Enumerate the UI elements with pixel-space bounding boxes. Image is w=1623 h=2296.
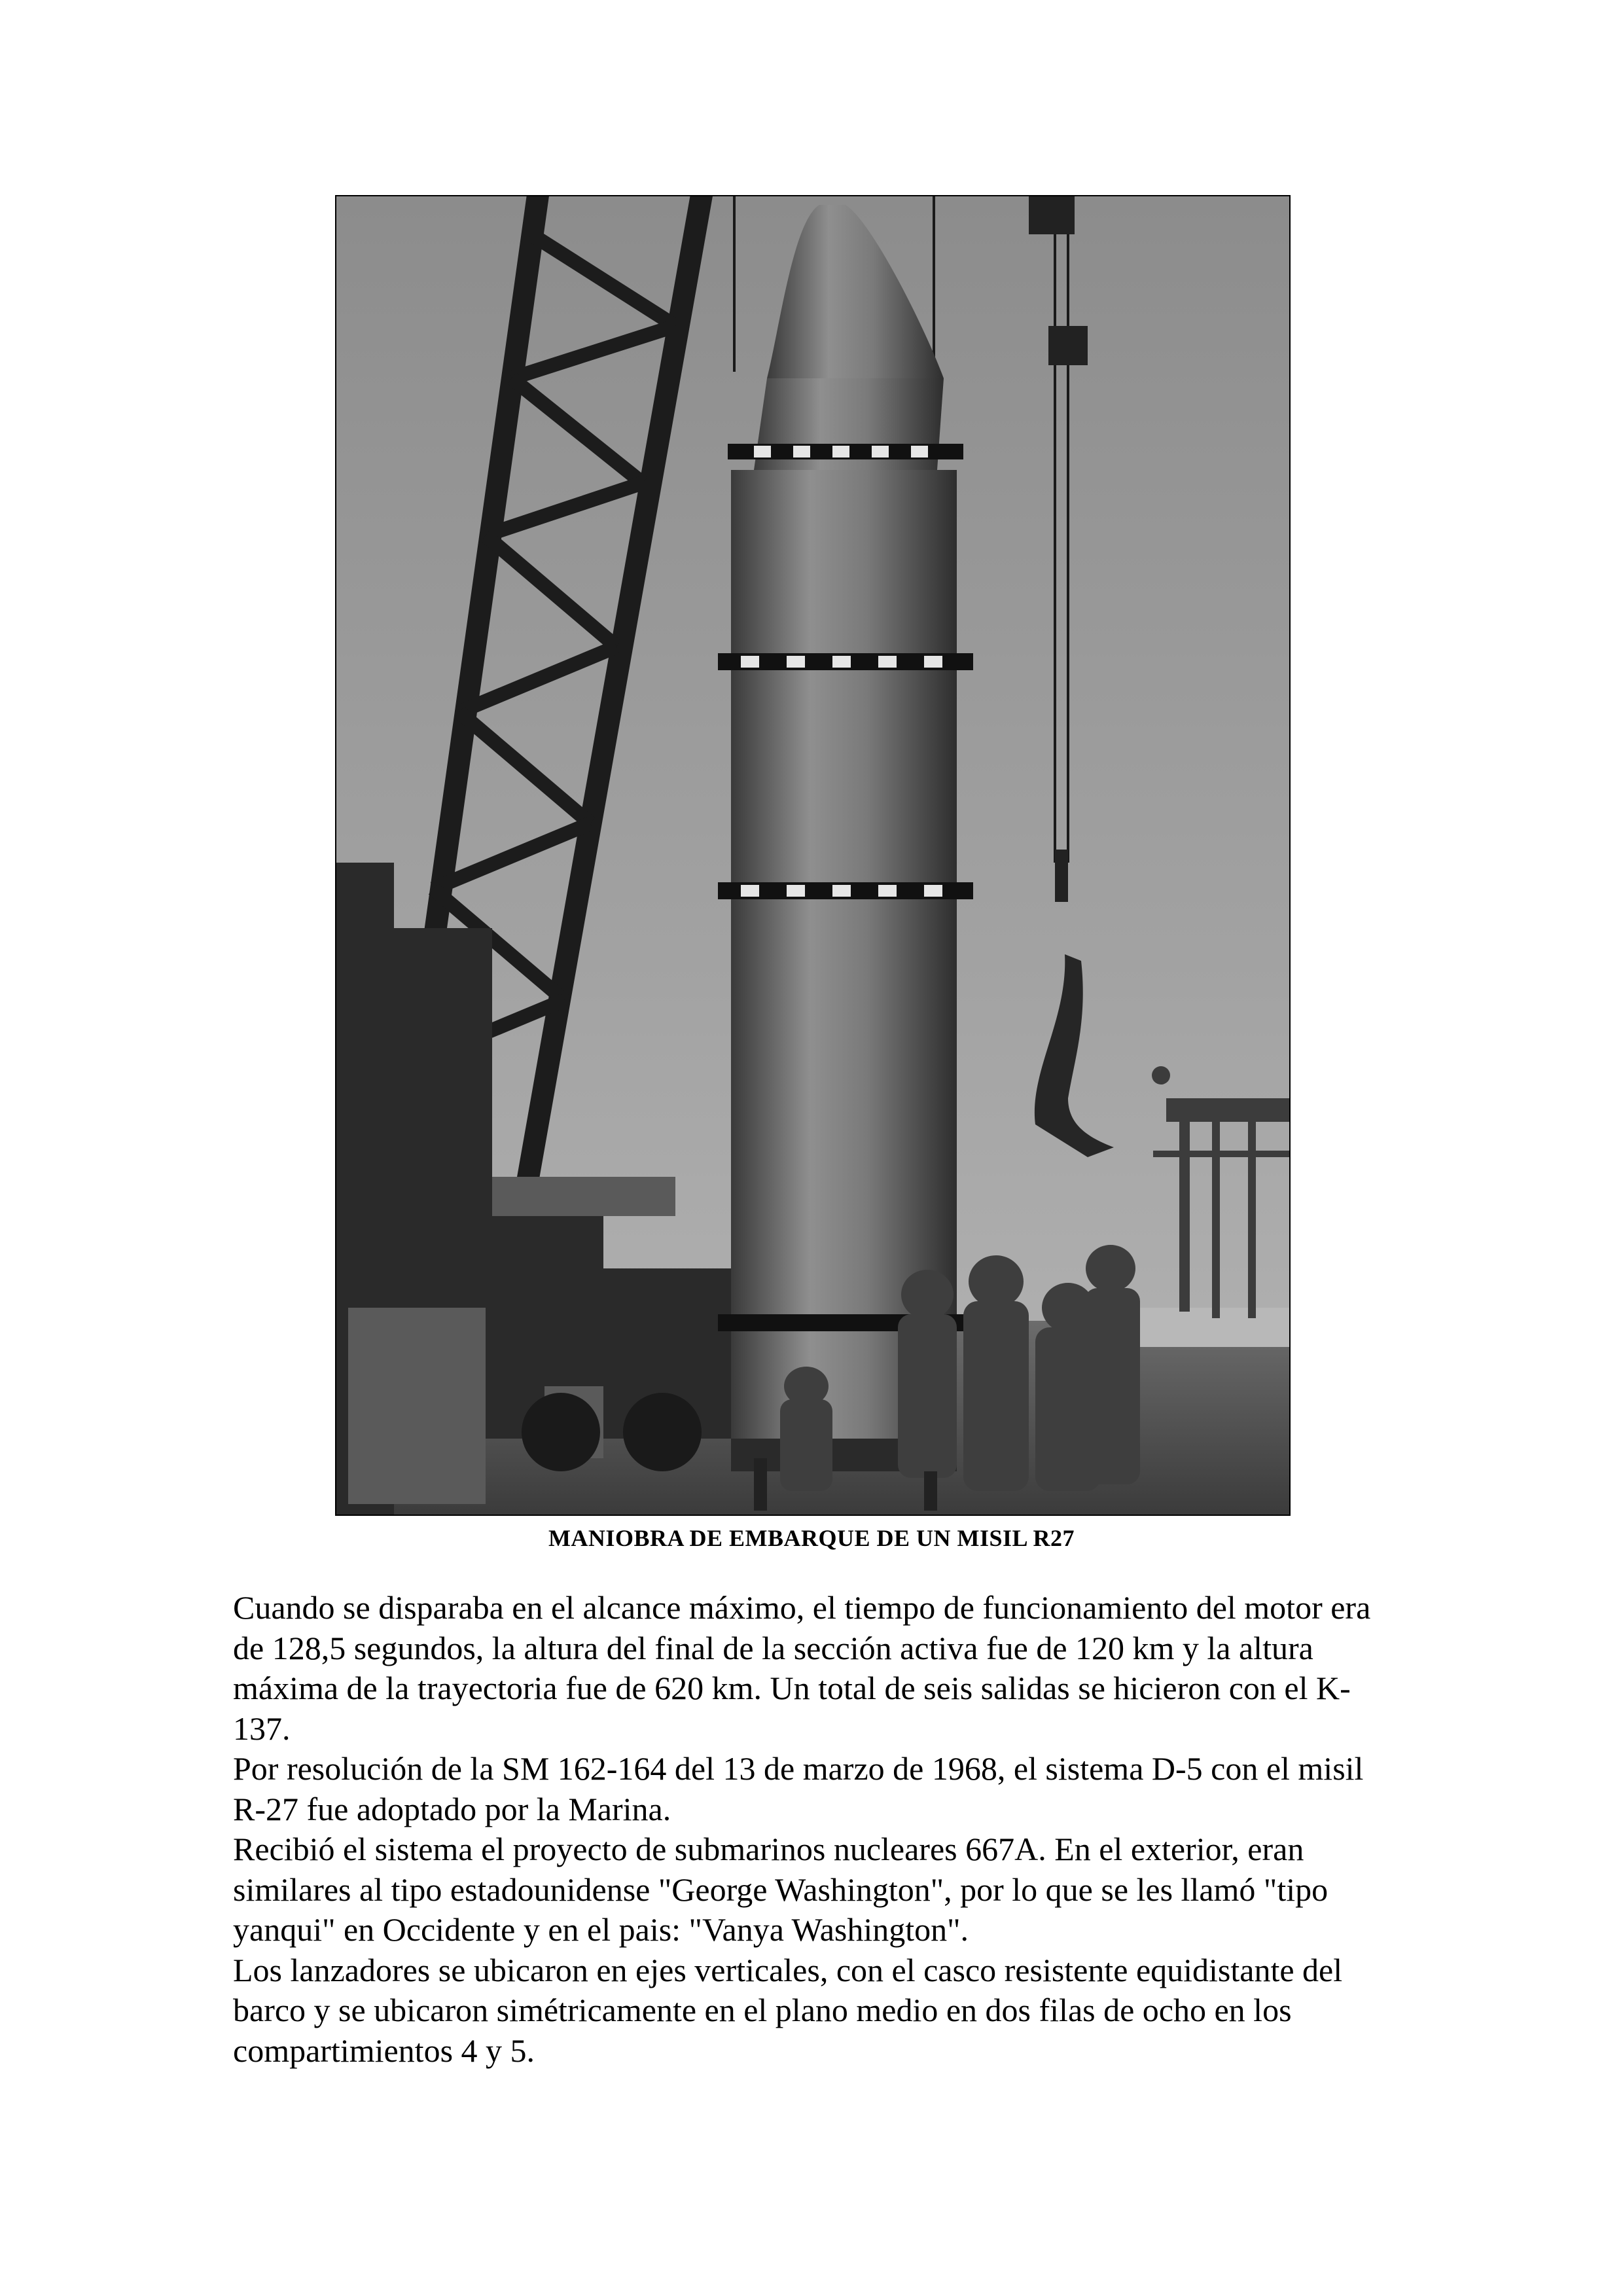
text-line: compartimientos 4 y 5. [233,2032,535,2069]
text-line: 137. [233,1710,291,1747]
text-line: de 128,5 segundos, la altura del final de la sección activa fue de 120 km y la altura [233,1629,1313,1666]
paragraph [233,1950,1411,2072]
text-line: máxima de la trayectoria fue de 620 km. Un total de seis salidas se hicieron con el K- [233,1670,1351,1706]
text-line: R-27 fue adoptado por la Marina. [233,1790,671,1827]
text-line: Los lanzadores se ubicaron en ejes verticales, con el casco resistente equidistante del [233,1951,1343,1988]
body-text [233,1588,1411,2071]
photo-caption: MANIOBRA DE EMBARQUE DE UN MISIL R27 [548,1525,1075,1551]
paragraph [233,1749,1411,1829]
missile-photo [335,195,1291,1516]
text-line: similares al tipo estadounidense "George Washington", por lo que se les llamó "tipo [233,1871,1329,1908]
paragraph [233,1588,1411,1749]
paragraph [233,1829,1411,1950]
text-line: Cuando se disparaba en el alcance máximo, el tiempo de funcionamiento del motor era [233,1589,1371,1626]
text-line: yanqui" en Occidente y en el pais: "Vanya Washington". [233,1911,969,1948]
text-line: Por resolución de la SM 162-164 del 13 de marzo de 1968, el sistema D-5 con el misil [233,1750,1364,1787]
text-line: Recibió el sistema el proyecto de submarinos nucleares 667A. En el exterior, eran [233,1831,1304,1867]
text-line: barco y se ubicaron simétricamente en el plano medio en dos filas de ocho en los [233,1992,1292,2028]
